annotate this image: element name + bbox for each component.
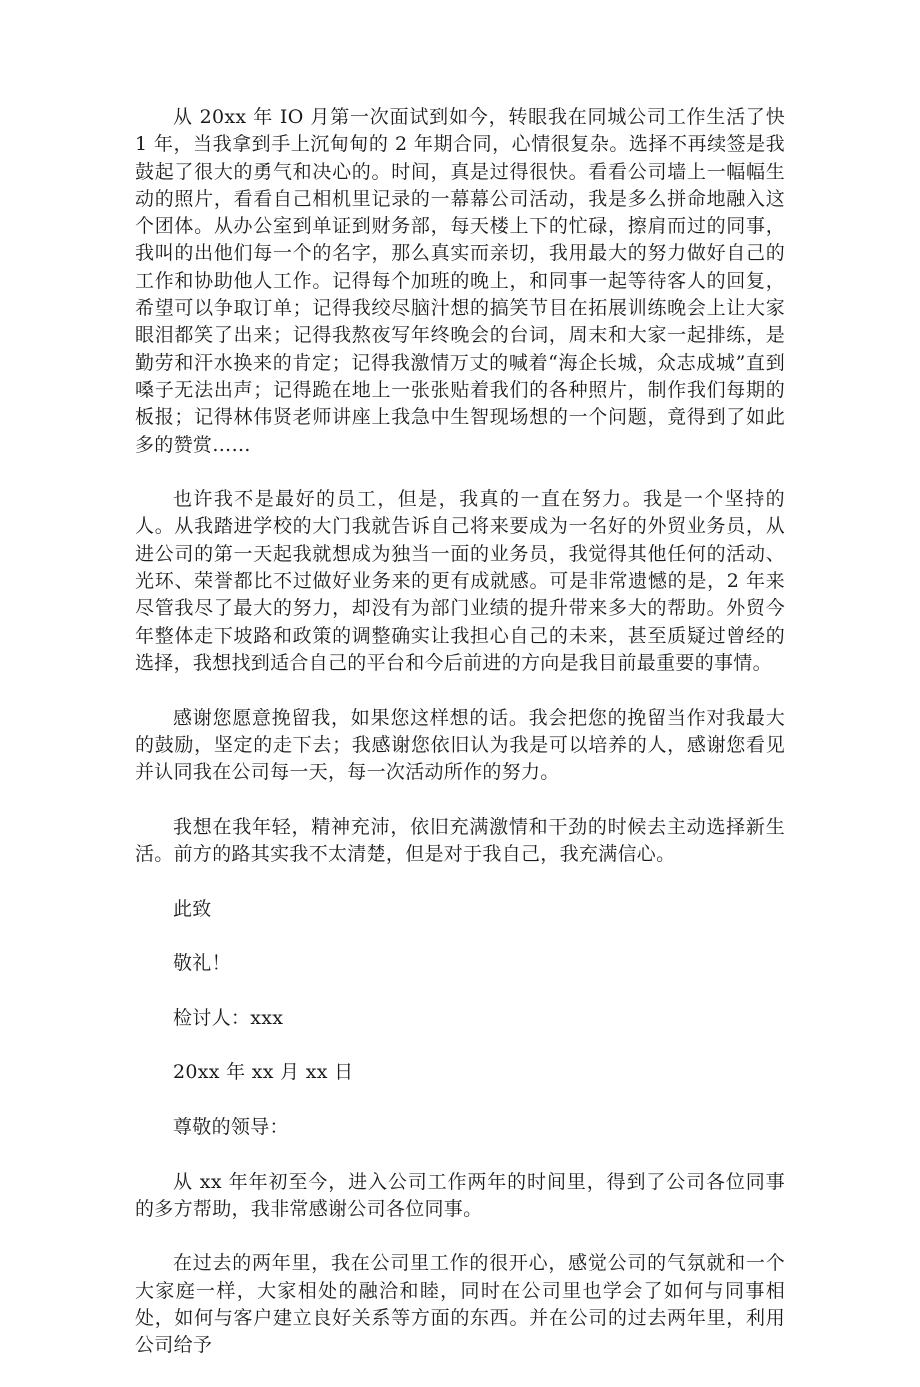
signer-line: 检讨人：xxx (173, 1006, 284, 1029)
closing-line: 此致 (173, 897, 212, 920)
letter2-paragraph-1: 从 xx 年年初至今，进入公司工作两年的时间里，得到了公司各位同事的多方帮助，我非常感谢公司各位同事。 (135, 1170, 785, 1220)
document-page (135, 104, 785, 1387)
letter1-paragraph-3: 感谢您愿意挽留我，如果您这样想的话。我会把您的挽留当作对我最大的鼓励，坚定的走下去；我感谢您依旧认为我是可以培养的人，感谢您看见并认同我在公司每一天，每一次活动所作的努力。 (135, 706, 785, 784)
greeting-line: 尊敬的领导： (173, 1115, 289, 1138)
salute-line: 敬礼！ (173, 952, 231, 975)
letter2-paragraph-2: 在过去的两年里，我在公司里工作的很开心，感觉公司的气氛就和一个大家庭一样，大家相处的融洽和睦，同时在公司里也学会了如何与同事相处，如何与客户建立良好关系等方面的东西。并在公司的过去两年里，利用公司给予 (135, 1252, 785, 1357)
letter1-paragraph-4: 我想在我年轻，精神充沛，依旧充满激情和干劲的时候去主动选择新生活。前方的路其实我不太清楚，但是对于我自己，我充满信心。 (135, 815, 785, 866)
date-line: 20xx 年 xx 月 xx 日 (173, 1061, 354, 1084)
letter1-paragraph-1: 从 20xx 年 IO 月第一次面试到如今，转眼我在同城公司工作生活了快 1 年，当我拿到手上沉甸甸的 2 年期合同，心情很复杂。选择不再续签是我鼓起了很大的勇气和决心的。时间，真是过得很快。看看公司墙上一幅幅生动的照片，看看自己相机里记录的一幕幕公司活动，我是多么拼命地融入这个团体。从办公室到单证到财务部，每天楼上下的忙碌，擦肩而过的同事，我叫的出他们每一个的名字，那么真实而亲切，我用最大的努力做好自己的工作和协助他人工作。记得每个加班的晚上，和同事一起等待客人的回复，希望可以争取订单；记得我绞尽脑汁想的搞笑节目在拓展训练晚会上让大家眼泪都笑了出来；记得我熬夜写年终晚会的台词，周末和大家一起排练，是勤劳和汗水换来的肯定；记得我激情万丈的喊着“海企长城，众志成城”直到嗓子无法出声；记得跪在地上一张张贴着我们的各种照片，制作我们每期的板报；记得林伟贤老师讲座上我急中生智现场想的一个问题，竟得到了如此多的赞赏…… (135, 106, 785, 456)
letter1-paragraph-2: 也许我不是最好的员工，但是，我真的一直在努力。我是一个坚持的人。从我踏进学校的大门我就告诉自己将来要成为一名好的外贸业务员，从进公司的第一天起我就想成为独当一面的业务员，我觉得其他任何的活动、光环、荣誉都比不过做好业务来的更有成就感。可是非常遗憾的是，2 年来尽管我尽了最大的努力，却没有为部门业绩的提升带来多大的帮助。外贸今年整体走下坡路和政策的调整确实让我担心自己的未来，甚至质疑过曾经的选择，我想找到适合自己的平台和今后前进的方向是我目前最重要的事情。 (135, 488, 785, 674)
